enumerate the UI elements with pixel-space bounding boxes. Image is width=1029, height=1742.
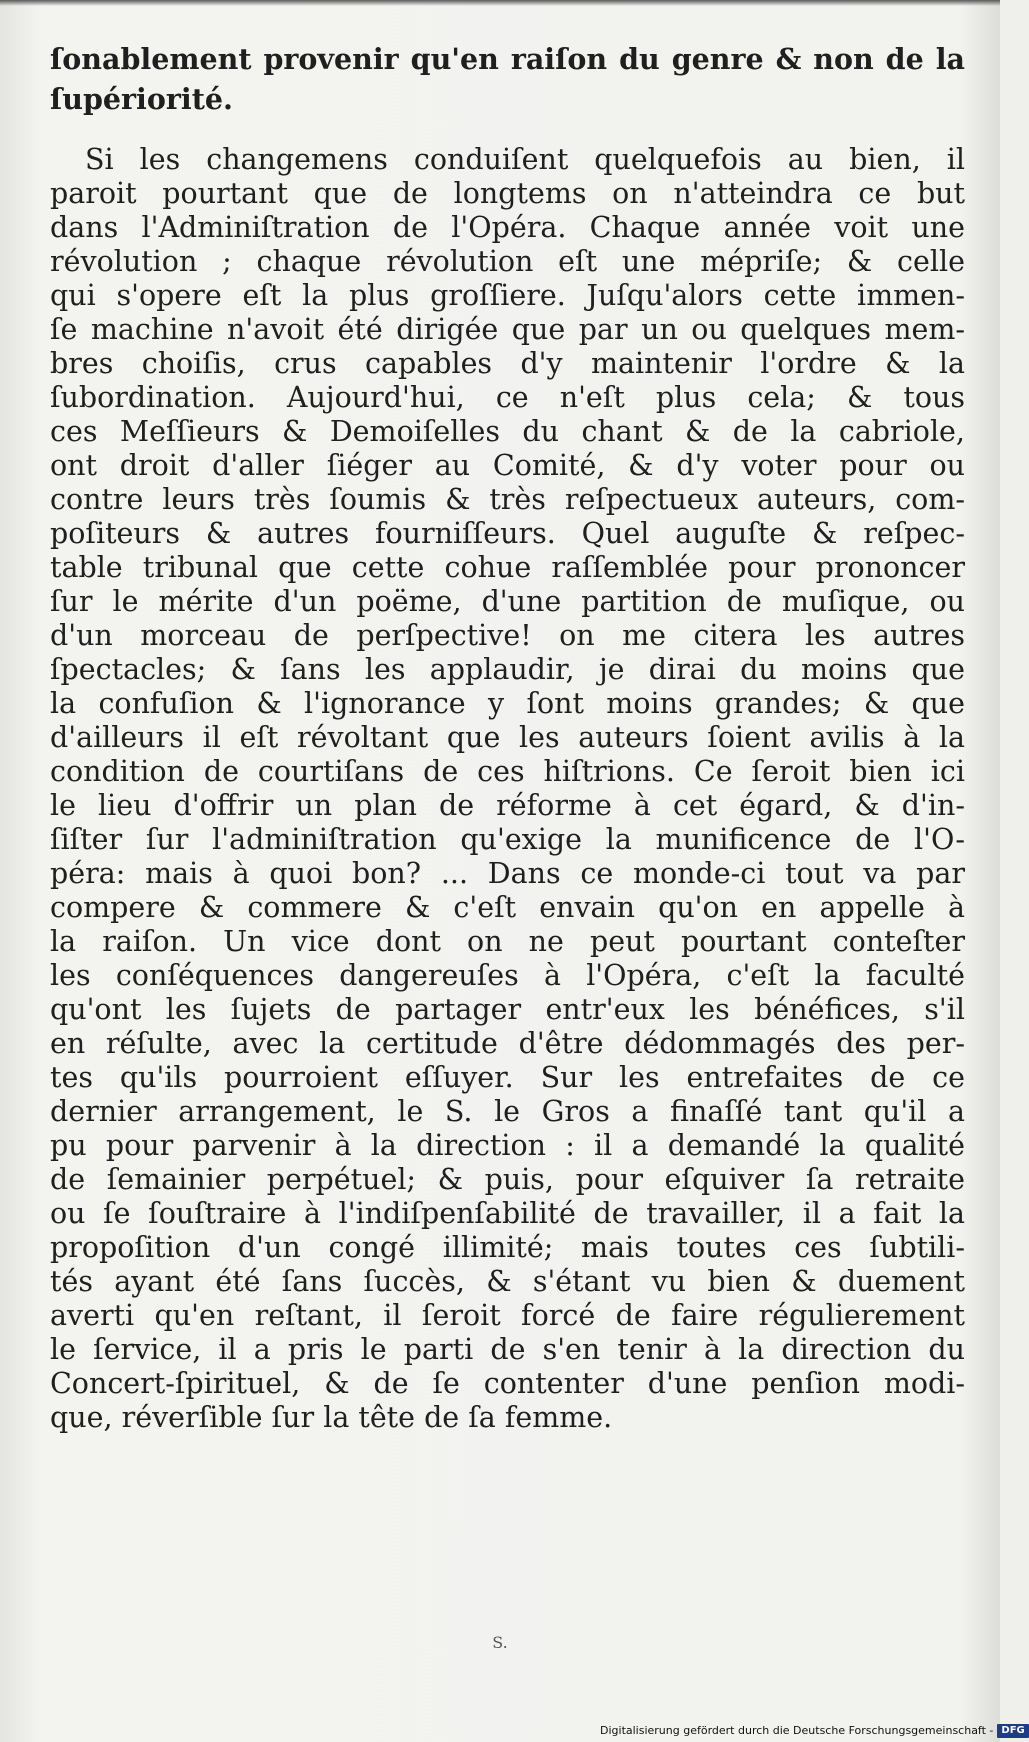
dfg-logo-icon: DFG (997, 1724, 1028, 1738)
text-line: ſonablement provenir qu'en raiſon du genre & non de la (50, 42, 965, 76)
text-line: qui s'opere eſt la plus groſſiere. Juſqu'alors cette immen- (50, 279, 965, 312)
digitization-credit (600, 1722, 1025, 1740)
text-line: ces Meſſieurs & Demoiſelles du chant & de la cabriole, (50, 415, 965, 448)
text-line: paroit pourtant que de longtems on n'atteindra ce but (50, 177, 965, 210)
text-line: dernier arrangement, le S. le Gros a finaſſé tant qu'il a (50, 1095, 965, 1128)
text-line: le lieu d'offrir un plan de réforme à cet égard, & d'in- (50, 789, 965, 822)
text-line: d'un morceau de perſpective! on me citera les autres (50, 619, 965, 652)
page-top-edge (0, 0, 1000, 6)
text-line: propoſition d'un congé illimité; mais toutes ces ſubtili- (50, 1231, 965, 1264)
signature-mark: S. (492, 1633, 508, 1652)
text-line: bres choiſis, crus capables d'y maintenir l'ordre & la (50, 347, 965, 380)
text-line: d'ailleurs il eſt révoltant que les auteurs ſoient avilis à la (50, 721, 965, 754)
text-line: que, réverſible ſur la tête de ſa femme. (50, 1401, 613, 1434)
text-line: de ſemainier perpétuel; & puis, pour eſquiver ſa retraite (50, 1163, 965, 1196)
text-line: condition de courtiſans de ces hiſtrions. Ce ſeroit bien ici (50, 755, 965, 788)
text-line: en réſulte, avec la certitude d'être dédommagés des per- (50, 1027, 965, 1060)
text-line: la confuſion & l'ignorance y ſont moins grandes; & que (50, 687, 965, 720)
text-line: pu pour parvenir à la direction : il a demandé la qualité (50, 1129, 965, 1162)
text-line: ſiſter ſur l'adminiſtration qu'exige la munificence de l'O- (50, 823, 965, 856)
text-line: ont droit d'aller ſiéger au Comité, & d'y voter pour ou (50, 449, 965, 482)
text-line: table tribunal que cette cohue raſſemblée pour prononcer (50, 551, 965, 584)
text-line: tes qu'ils pourroient eſſuyer. Sur les entrefaites de ce (50, 1061, 965, 1094)
text-line: tés ayant été ſans ſuccès, & s'étant vu bien & duement (50, 1265, 965, 1298)
text-line: ou ſe ſouſtraire à l'indiſpenſabilité de travailler, il a fait la (50, 1197, 965, 1230)
text-line: ſupériorité. (50, 82, 233, 116)
text-line: compere & commere & c'eſt envain qu'on en appelle à (50, 891, 965, 924)
text-line: ſubordination. Aujourd'hui, ce n'eſt plus cela; & tous (50, 381, 965, 414)
text-line: Concert-ſpirituel, & de ſe contenter d'une penſion modi- (50, 1367, 965, 1400)
text-line: le ſervice, il a pris le parti de s'en tenir à la direction du (50, 1333, 965, 1366)
text-line: ſpectacles; & ſans les applaudir, je dirai du moins que (50, 653, 965, 686)
text-line: péra: mais à quoi bon? ... Dans ce monde-ci tout va par (50, 857, 965, 890)
text-line: ſur le mérite d'un poëme, d'une partition de muſique, ou (50, 585, 965, 618)
text-line: la raiſon. Un vice dont on ne peut pourtant conteſter (50, 925, 965, 958)
text-line: ſe machine n'avoit été dirigée que par un ou quelques mem- (50, 313, 965, 346)
text-line: les conſéquences dangereuſes à l'Opéra, c'eſt la faculté (50, 959, 965, 992)
text-line: contre leurs très ſoumis & très reſpectueux auteurs, com- (50, 483, 965, 516)
text-line: révolution ; chaque révolution eſt une mépriſe; & celle (50, 245, 965, 278)
credit-text: Digitalisierung gefördert durch die Deutsche Forschungsgemeinschaft - (600, 1724, 994, 1737)
text-line: averti qu'en reſtant, il ſeroit forcé de faire régulierement (50, 1299, 965, 1332)
text-line: qu'ont les ſujets de partager entr'eux les bénéfices, s'il (50, 993, 965, 1026)
text-line: Si les changemens conduiſent quelquefois au bien, il (85, 143, 965, 176)
text-line: poſiteurs & autres fourniſſeurs. Quel auguſte & reſpec- (50, 517, 965, 550)
text-line: dans l'Adminiſtration de l'Opéra. Chaque année voit une (50, 211, 965, 244)
